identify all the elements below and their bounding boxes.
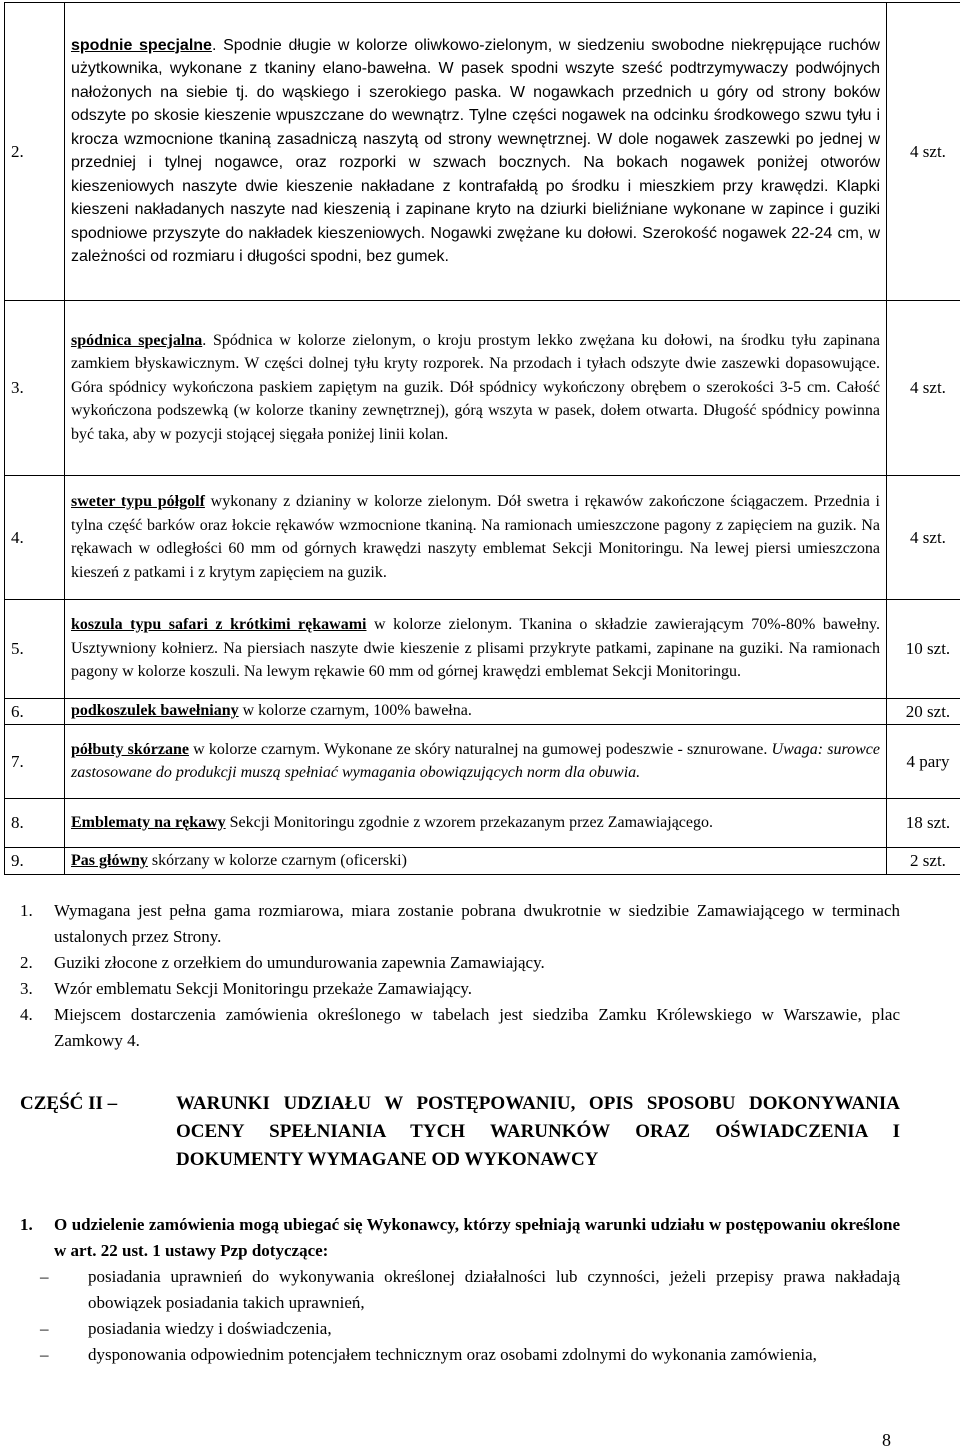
dash-bullet: –	[40, 1319, 49, 1338]
table-row	[5, 725, 960, 799]
row-description	[65, 600, 887, 699]
table-row	[5, 848, 960, 875]
table-row	[5, 476, 960, 600]
row-quantity: 18 szt.	[887, 799, 960, 848]
note-number: 2.	[20, 953, 33, 972]
item-name: spodnie specjalne	[71, 36, 212, 54]
item-details: w kolorze czarnym. Wykonane ze skóry naturalnej na gumowej podeszwie - sznurowane.	[188, 740, 772, 758]
row-quantity: 20 szt.	[887, 699, 960, 725]
item-name: Emblematy na rękawy	[71, 813, 226, 831]
list-item	[20, 1264, 900, 1316]
item-details: . Spodnie długie w kolorze oliwkowo-zielonym, w siedzeniu swobodne niekrępujące ruchów użytkownika, wykonane z tkaniny elano-bawełna. W pasek spodni wszyte sześć podtrzymywaczy podwójnych nałożonych na siebie tj. do wąskiego i szerokiego paska. W nogawkach przednich u góry od strony boków odszyte po skosie kieszenie wpuszczane do wewnątrz. Tylne części nogawek na odcinku środkowego szwu tyłu i krocza wzmocnione tkaniną zasadniczą naszytą od strony wewnętrznej. W dole nogawek zaszewki po jednej w przedniej i tylnej nogawce, oraz rozporki w szwach bocznych. Na bokach nogawek poniżej otworów kieszeniowych naszyte dwie kieszenie nakładane z kontrafałdą po środku i mieszkiem przy krawędzi. Klapki kieszeni nakładanych naszyte nad kieszenią i zapinane kryto na dziurki bieliźniane wykonane w zapince i guziki spodniowe przyszyte do nakładek kieszeniowych. Nogawki zwężane ku dołowi. Szerokość nogawek 22-24 cm, w zależności od rozmiaru i długości spodni, bez gumek.	[71, 36, 880, 265]
row-quantity: 4 szt.	[887, 476, 960, 600]
table-row	[5, 3, 960, 301]
row-description	[65, 799, 887, 848]
table-row	[5, 301, 960, 476]
note-text: Wymagana jest pełna gama rozmiarowa, miara zostanie pobrana dwukrotnie w siedzibie Zamawiającego w terminach ustalonych przez Strony.	[54, 901, 900, 946]
row-description	[65, 3, 887, 301]
row-number: 7.	[5, 725, 65, 799]
row-description	[65, 725, 887, 799]
item-name: podkoszulek bawełniany	[71, 702, 239, 720]
condition-text: O udzielenie zamówienia mogą ubiegać się Wykonawcy, którzy spełniają warunki udziału w postępowaniu określone w art. 22 ust. 1 ustawy Pzp dotyczące:	[54, 1215, 900, 1260]
conditions-list	[20, 1264, 900, 1368]
item-name: półbuty skórzane	[71, 740, 189, 758]
specification-table	[4, 2, 960, 875]
section-label: CZĘŚĆ II –	[20, 1093, 118, 1114]
item-details: w kolorze czarnym, 100% bawełna.	[238, 702, 472, 720]
row-number: 3.	[5, 301, 65, 476]
item-details: wykonany z dzianiny w kolorze zielonym. Dół swetra i rękawów zakończone ściągaczem. Przednia i tylna część barków oraz łokcie rękawów wzmocnione tkaniną. Na ramionach umieszczone pagony z zapięciem na guzik. Na rękawach w odległości 60 mm od górnych krawędzi naszyty emblemat Sekcji Monitoringu. Na lewej piersi umieszczona kieszeń z patkami i z krytym zapięciem na guzik.	[71, 493, 881, 581]
list-item	[20, 1002, 900, 1054]
note-number: 1.	[20, 901, 33, 920]
row-description	[65, 848, 887, 875]
item-name: sweter typu półgolf	[71, 493, 205, 510]
row-number: 8.	[5, 799, 65, 848]
row-quantity: 2 szt.	[887, 848, 960, 875]
conditions-heading	[20, 1212, 900, 1264]
row-quantity: 10 szt.	[887, 600, 960, 699]
row-description	[65, 476, 887, 600]
row-description	[65, 699, 887, 725]
note-text: Guziki złocone z orzełkiem do umundurowania zapewnia Zamawiający.	[54, 953, 545, 972]
row-number: 9.	[5, 848, 65, 875]
list-item	[20, 1316, 900, 1342]
section-heading	[20, 1090, 900, 1174]
note-text: Miejscem dostarczenia zamówienia określonego w tabelach jest siedziba Zamku Królewskiego w Warszawie, plac Zamkowy 4.	[54, 1005, 900, 1050]
dash-bullet: –	[40, 1345, 49, 1364]
row-number: 2.	[5, 3, 65, 301]
section-title: WARUNKI UDZIAŁU W POSTĘPOWANIU, OPIS SPOSOBU DOKONYWANIA OCENY SPEŁNIANIA TYCH WARUNKÓW ORAZ OŚWIADCZENIA I DOKUMENTY WYMAGANE OD WYKONAWCY	[176, 1093, 900, 1170]
condition-number: 1.	[20, 1215, 33, 1234]
list-item	[20, 950, 900, 976]
list-item	[20, 976, 900, 1002]
notes-list	[20, 898, 900, 1054]
list-item	[20, 1342, 900, 1368]
note-text: Wzór emblematu Sekcji Monitoringu przekaże Zamawiający.	[54, 979, 473, 998]
note-number: 4.	[20, 1005, 33, 1024]
page-number: 8	[882, 1430, 891, 1450]
row-description	[65, 301, 887, 476]
conditions-section	[20, 1212, 900, 1368]
row-number: 4.	[5, 476, 65, 600]
row-quantity: 4 szt.	[887, 301, 960, 476]
table-row	[5, 600, 960, 699]
item-name: Pas główny	[71, 851, 148, 869]
row-quantity: 4 szt.	[887, 3, 960, 301]
item-details: Sekcji Monitoringu zgodnie z wzorem przekazanym przez Zamawiającego.	[225, 813, 714, 831]
condition-item-text: posiadania uprawnień do wykonywania określonej działalności lub czynności, jeżeli przepisy prawa nakładają obowiązek posiadania takich uprawnień,	[88, 1267, 900, 1312]
condition-item-text: dysponowania odpowiednim potencjałem technicznym oraz osobami zdolnymi do wykonania zamówienia,	[88, 1345, 817, 1364]
item-details: w kolorze zielonym. Tkanina o składzie zawierającym 70%-80% bawełny. Usztywniony kołnierz. Na piersiach naszyte dwie kieszenie z plisami przykryte patkami, zapinane na guziki. Na ramionach pagony w kolorze koszuli. Na lewym rękawie 60 mm od górnej krawędzi emblemat Sekcji Monitoringu.	[71, 616, 880, 681]
list-item	[20, 898, 900, 950]
item-name: koszula typu safari z krótkimi rękawami	[71, 616, 367, 634]
item-details: skórzany w kolorze czarnym (oficerski)	[147, 851, 407, 869]
table-row	[5, 699, 960, 725]
note-number: 3.	[20, 979, 33, 998]
item-details: . Spódnica w kolorze zielonym, o kroju prostym lekko zwężana ku dołowi, na środku tyłu zapinana zamkiem błyskawicznym. W części dolnej tyłu kryty rozporek. Na przodach i tyłach odszyte dwie zaszewki dopasowujące. Góra spódnicy wykończona paskiem zapiętym na guzik. Dół spódnicy wykończony obrębem o szerokości 3-5 cm. Całość wykończona podszewką (w kolorze tkaniny zewnętrznej), górą wszyta w pasek, dołem otwarta. Długość spódnicy powinna być taka, aby w pozycji stojącej sięgała poniżej linii kolan.	[71, 331, 880, 443]
dash-bullet: –	[40, 1267, 49, 1286]
row-number: 5.	[5, 600, 65, 699]
item-note: Uwaga: surowce zastosowane do produkcji muszą spełniać wymagania obowiązujących norm dla obuwia.	[71, 740, 881, 781]
item-name: spódnica specjalna	[71, 331, 203, 349]
row-quantity: 4 pary	[887, 725, 960, 799]
condition-item-text: posiadania wiedzy i doświadczenia,	[88, 1319, 332, 1338]
table-row	[5, 799, 960, 848]
row-number: 6.	[5, 699, 65, 725]
